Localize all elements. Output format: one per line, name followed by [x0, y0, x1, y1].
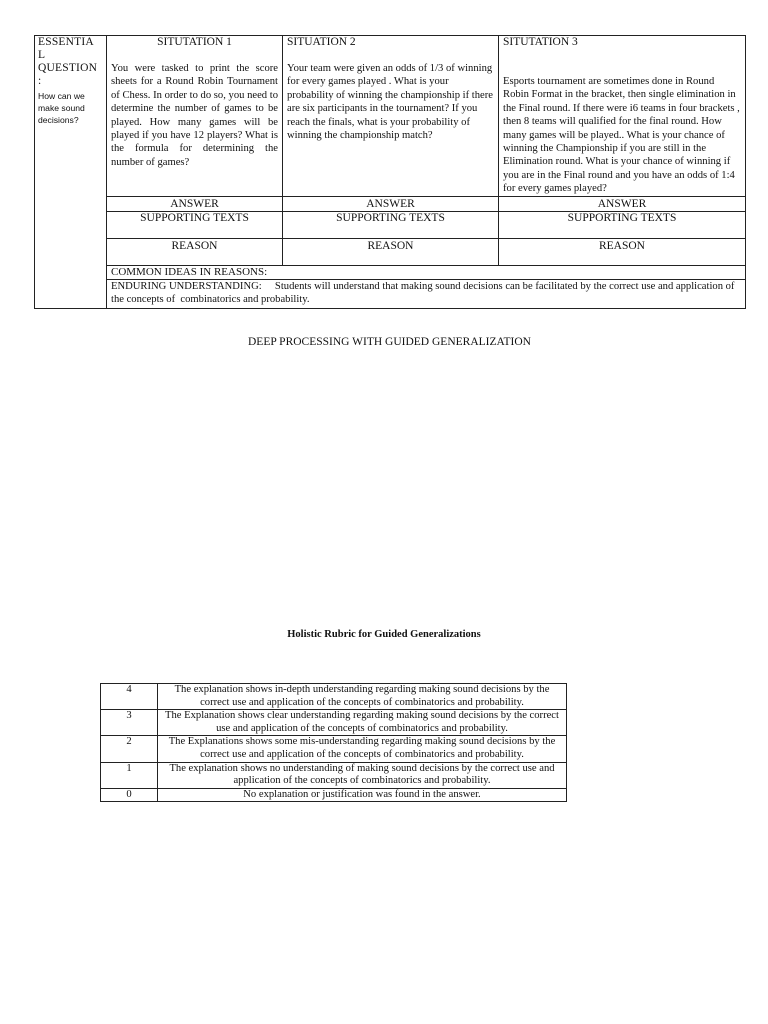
rubric-row — [101, 788, 567, 802]
common-ideas-row — [35, 265, 746, 279]
rubric-title: Holistic Rubric for Guided Generalizations — [287, 629, 481, 640]
rubric-row — [101, 736, 567, 762]
situation-3-text: Esports tournament are sometimes done in Round Robin Format in the bracket, then single elimination in the Final round. If there were i6 teams in four brackets , then 8 teams will qualified for the final round. How many games will be played.. What is your chance of winning the Championship if you are still in the Elimination round. What is your chance of winning if you are in the Final round and you have an odds of 1:4 for every games played? — [503, 76, 740, 195]
reason-label-3: REASON — [499, 238, 746, 265]
lesson-table — [34, 35, 746, 309]
enduring-row — [35, 279, 746, 308]
answer-row — [35, 196, 746, 211]
rubric-row — [101, 684, 567, 710]
rubric-score: 1 — [101, 762, 158, 788]
supporting-label-3: SUPPORTING TEXTS — [499, 211, 746, 238]
situations-row — [35, 36, 746, 197]
rubric-score: 4 — [101, 684, 158, 710]
situation-1-text: You were tasked to print the score sheets for a Round Robin Tournament of Chess. In order to do so, you need to determine the number of games to be played. How many games will be played if you have 12 players? What is the formula for determining the number of games? — [111, 63, 278, 168]
rubric-row — [101, 762, 567, 788]
supporting-label-1: SUPPORTING TEXTS — [107, 211, 283, 238]
supporting-label-2: SUPPORTING TEXTS — [283, 211, 499, 238]
situation-2-title: SITUATION 2 — [287, 36, 356, 48]
rubric-description: No explanation or justification was found in the answer. — [158, 788, 567, 802]
answer-label-1: ANSWER — [107, 196, 283, 211]
common-ideas-label: COMMON IDEAS IN REASONS: — [107, 265, 746, 279]
situation-3-title: SITUTATION 3 — [503, 36, 578, 48]
situation-2-text: Your team were given an odds of 1/3 of winning for every games played . What is your probability of winning the championship if there are six participants in the tournament? If you reach the finals, what is your probability of winning the championship match? — [287, 63, 493, 142]
situation-2-cell — [283, 36, 499, 197]
reason-row — [35, 238, 746, 265]
reason-label-2: REASON — [283, 238, 499, 265]
rubric-score: 2 — [101, 736, 158, 762]
supporting-row — [35, 211, 746, 238]
answer-label-3: ANSWER — [499, 196, 746, 211]
rubric-description: The explanation shows in-depth understanding regarding making sound decisions by the correct use and application of the concepts of combinatorics and probability. — [158, 684, 567, 710]
reason-label-1: REASON — [107, 238, 283, 265]
essential-question-text: How can we make sound decisions? — [38, 91, 85, 125]
rubric-table — [100, 683, 567, 802]
answer-label-2: ANSWER — [283, 196, 499, 211]
page-caption: DEEP PROCESSING WITH GUIDED GENERALIZATION — [247, 336, 531, 348]
rubric-score: 3 — [101, 710, 158, 736]
rubric-description: The Explanations shows some mis-understanding regarding making sound decisions by the correct use and application of the concepts of combinatorics and probability. — [158, 736, 567, 762]
situation-1-cell — [107, 36, 283, 197]
situation-3-cell — [499, 36, 746, 197]
rubric-score: 0 — [101, 788, 158, 802]
rubric-description: The Explanation shows clear understanding regarding making sound decisions by the correct use and application of the concepts of combinatorics and probability. — [158, 710, 567, 736]
rubric-description: The explanation shows no understanding of making sound decisions by the correct use and application of the concepts of combinatorics and probability. — [158, 762, 567, 788]
situation-1-title: SITUTATION 1 — [157, 36, 232, 48]
essential-question-cell — [35, 36, 107, 309]
rubric-row — [101, 710, 567, 736]
enduring-understanding-text: ENDURING UNDERSTANDING: Students will understand that making sound decisions can be facilitated by the correct use and application of the concepts of combinatorics and probability. — [107, 279, 746, 308]
essential-question-heading: ESSENTIA L QUESTION : — [38, 36, 98, 87]
